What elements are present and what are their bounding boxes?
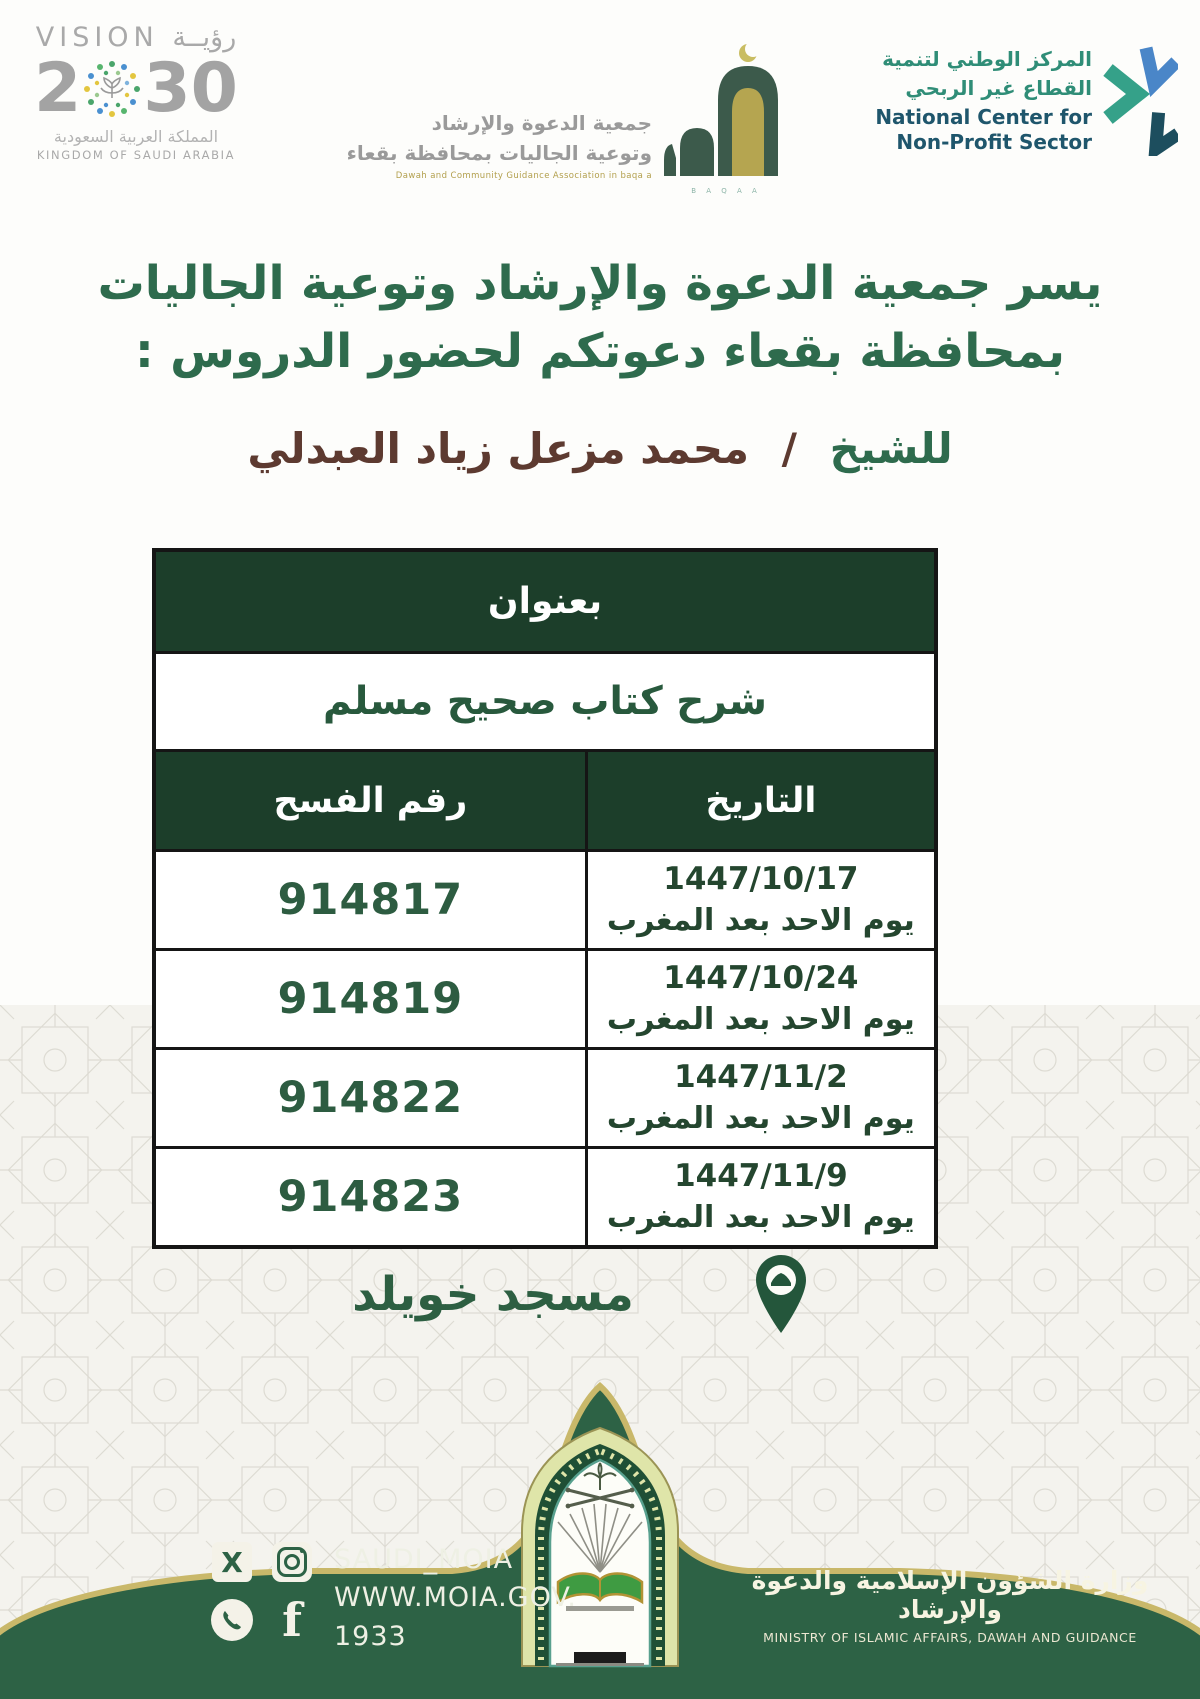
date-cell (588, 951, 934, 1047)
location-pin-icon (754, 1254, 808, 1334)
instagram-icon (272, 1542, 312, 1582)
permit-number-cell: 914823 (156, 1149, 588, 1245)
association-name-ar-1: جمعية الدعوة والإرشاد (431, 111, 652, 135)
ncnp-name-ar-2: القطاع غير الربحي (905, 76, 1092, 100)
date-cell (588, 852, 934, 948)
vision-2030-logo (26, 22, 246, 162)
association-logo (320, 40, 790, 195)
facebook-icon: f (282, 1593, 302, 1647)
table-row (156, 951, 934, 1050)
ncnp-logo-mark-icon (1102, 44, 1178, 156)
sheikh-separator: / (781, 424, 797, 473)
day-value: يوم الاحد بعد المغرب (606, 1199, 915, 1235)
invitation-line-1: يسر جمعية الدعوة والإرشاد وتوعية الجاليات (97, 256, 1103, 311)
permit-number-cell: 914822 (156, 1050, 588, 1146)
sheikh-name: محمد مزعل زياد العبدلي (247, 424, 749, 473)
date-cell (588, 1149, 934, 1245)
table-title-header: بعنوان (156, 552, 934, 654)
day-value: يوم الاحد بعد المغرب (606, 902, 915, 938)
ministry-name-ar: وزارة الشؤون الإسلامية والدعوة والإرشاد (751, 1566, 1149, 1624)
date-value: 1447/10/24 (663, 959, 859, 996)
date-value: 1447/11/9 (674, 1157, 848, 1194)
sheikh-line (100, 424, 1100, 473)
column-header-date: التاريخ (705, 780, 817, 821)
permit-number-cell: 914817 (156, 852, 588, 948)
social-icons (210, 1540, 314, 1647)
table-title-value: شرح كتاب صحيح مسلم (156, 654, 934, 752)
column-header-permit: رقم الفسح (156, 752, 588, 849)
ncnp-name-en-1: National Center for (875, 105, 1092, 129)
ministry-name-block (710, 1566, 1190, 1645)
invitation-heading (50, 250, 1150, 386)
association-mark-caption: B A Q A A (691, 187, 761, 195)
vision-country-en: KINGDOM OF SAUDI ARABIA (36, 148, 236, 162)
ministry-name-en: MINISTRY OF ISLAMIC AFFAIRS, DAWAH AND GUIDANCE (763, 1630, 1137, 1645)
date-value: 1447/11/2 (674, 1058, 848, 1095)
date-value: 1447/10/17 (663, 860, 859, 897)
schedule-table (152, 548, 938, 1249)
website: WWW.MOIA.GOV. (334, 1582, 577, 1614)
permit-number-cell: 914819 (156, 951, 588, 1047)
vision-country-ar: المملكة العربية السعودية (53, 127, 219, 146)
table-column-headers (156, 752, 934, 852)
association-name-en: Dawah and Community Guidance Association in baqa a (395, 171, 652, 181)
table-rows (156, 852, 934, 1245)
date-cell (588, 1050, 934, 1146)
table-row (156, 1149, 934, 1245)
mosque-name: مسجد خويلد (352, 1266, 634, 1322)
x-twitter-icon: X (212, 1542, 252, 1582)
vision-word: VISION رؤيــة (35, 22, 237, 53)
day-value: يوم الاحد بعد المغرب (606, 1100, 915, 1136)
association-logo-mark-icon (662, 40, 790, 195)
association-logo-text (347, 108, 652, 195)
table-row (156, 1050, 934, 1149)
sheikh-prefix: للشيخ (829, 424, 953, 473)
association-name-ar-2: وتوعية الجاليات بمحافظة بقعاء (346, 141, 652, 165)
invitation-line-2: بمحافظة بقعاء دعوتكم لحضور الدروس : (135, 324, 1065, 380)
year-digit-30: 30 (143, 49, 238, 128)
phone-number: 1933 (334, 1620, 407, 1652)
ncnp-name-en-2: Non-Profit Sector (896, 130, 1092, 154)
social-handle: SAUDI_MOIA (334, 1544, 514, 1575)
year-digit-2: 2 (34, 49, 82, 128)
location-row (280, 1254, 880, 1334)
phone-icon (211, 1599, 253, 1641)
vision-year (26, 49, 246, 128)
ncnp-logo (875, 44, 1178, 156)
ncnp-name-ar-1: المركز الوطني لتنمية (882, 47, 1092, 71)
table-row (156, 852, 934, 951)
contact-block (334, 1541, 577, 1656)
ncnp-logo-text (875, 45, 1092, 155)
vision-2030-emblem-icon (83, 60, 141, 118)
day-value: يوم الاحد بعد المغرب (606, 1001, 915, 1037)
